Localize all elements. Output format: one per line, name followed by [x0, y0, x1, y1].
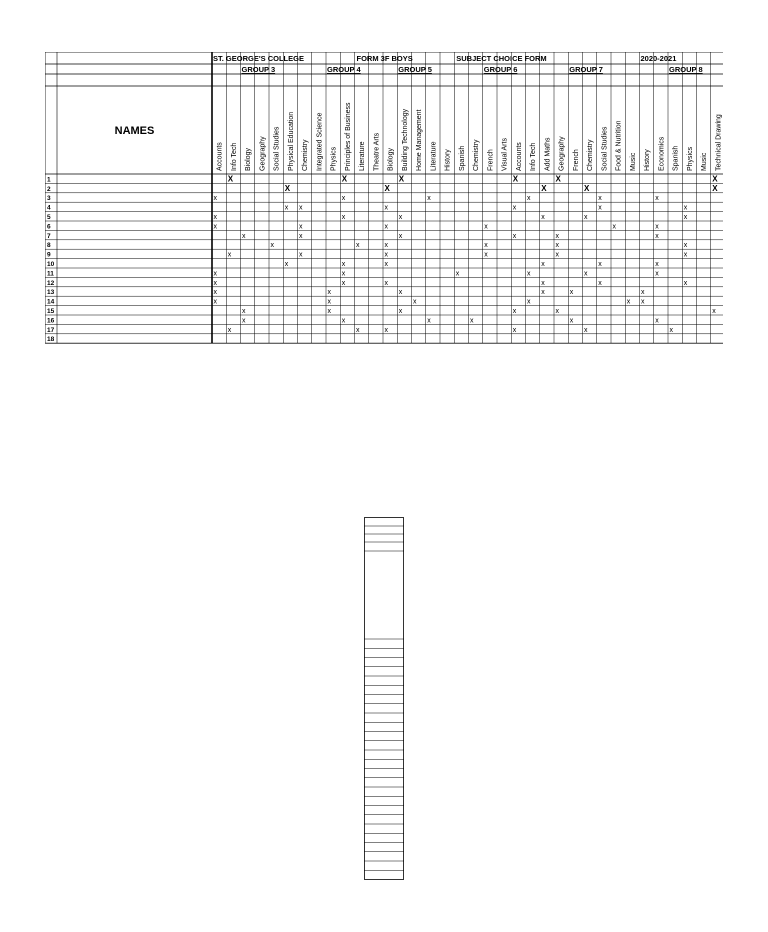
choice-mark: x — [384, 242, 388, 250]
choice-mark: x — [527, 270, 531, 278]
strip-border — [365, 518, 404, 880]
choice-mark: x — [356, 326, 360, 334]
subject-header: Technical Drawing — [715, 114, 723, 171]
subject-header: History — [444, 149, 452, 171]
choice-mark: x — [683, 242, 688, 250]
choice-mark: x — [484, 251, 488, 259]
subject-header: Food & Nutrition — [615, 120, 623, 171]
choice-mark: x — [541, 279, 545, 287]
row-number: 11 — [47, 270, 54, 278]
choice-mark: X — [584, 183, 590, 193]
choice-mark: x — [427, 195, 431, 203]
choice-mark: x — [669, 326, 673, 334]
choice-mark: x — [384, 251, 388, 259]
row-number: 14 — [47, 298, 55, 306]
subject-choice-grid — [45, 52, 723, 414]
choice-mark: x — [470, 317, 474, 325]
subject-header: Chemistry — [587, 139, 595, 171]
choice-mark: x — [455, 270, 460, 278]
college-name: ST. GEORGE'S COLLEGE — [213, 54, 304, 63]
subject-header: Info Tech — [530, 142, 538, 171]
group-label: GROUP 5 — [398, 65, 432, 74]
choice-mark: x — [299, 223, 303, 231]
choice-mark: X — [712, 183, 718, 193]
subject-header: Spanish — [458, 145, 466, 171]
choice-mark: x — [242, 232, 246, 240]
subject-header: French — [487, 149, 495, 171]
subject-header: French — [572, 149, 580, 171]
row-number: 15 — [47, 308, 55, 315]
choice-mark: x — [341, 261, 346, 268]
choice-mark: x — [484, 223, 488, 231]
subject-header: Social Studies — [273, 126, 281, 171]
empty-column-grid — [364, 517, 406, 881]
row-number: 9 — [47, 251, 51, 259]
row-number: 18 — [47, 336, 55, 344]
row-number: 2 — [47, 185, 51, 193]
choice-mark: x — [655, 223, 659, 231]
subject-header: Music — [629, 152, 637, 171]
choice-mark: x — [612, 223, 616, 231]
empty-column-strip — [364, 517, 406, 886]
choice-mark: x — [569, 317, 574, 325]
choice-mark: x — [299, 204, 303, 212]
row-number: 12 — [47, 279, 55, 287]
choice-mark: x — [598, 204, 602, 212]
choice-mark: x — [227, 251, 232, 259]
choice-mark: x — [341, 195, 346, 203]
subject-header: Integrated Science — [316, 112, 324, 171]
choice-mark: x — [512, 232, 517, 240]
choice-mark: x — [641, 298, 645, 306]
choice-mark: x — [413, 298, 417, 306]
choice-mark: x — [598, 279, 602, 287]
choice-mark: x — [712, 308, 716, 315]
group-label: GROUP 4 — [327, 65, 361, 74]
choice-mark: x — [655, 232, 659, 240]
choice-mark: x — [398, 289, 403, 297]
choice-mark: x — [427, 317, 431, 325]
choice-mark: x — [512, 308, 517, 315]
choice-mark: x — [641, 289, 645, 297]
names-header: NAMES — [114, 125, 155, 137]
group-label: GROUP 6 — [483, 65, 518, 74]
subject-header: Spanish — [672, 145, 680, 171]
choice-mark: x — [299, 232, 303, 240]
choice-mark: x — [384, 279, 388, 287]
choice-mark: x — [227, 326, 232, 334]
choice-mark: X — [384, 183, 390, 193]
row-number: 16 — [47, 317, 55, 325]
choice-mark: x — [655, 261, 659, 268]
subject-header: Literature — [359, 141, 367, 171]
subject-header: Chemistry — [473, 139, 481, 171]
row-number: 8 — [47, 242, 51, 250]
choice-mark: x — [213, 279, 217, 287]
subject-header: Music — [701, 152, 709, 171]
row-number: 13 — [47, 289, 55, 297]
subject-header: Add Maths — [544, 137, 552, 171]
choice-mark: x — [512, 326, 517, 334]
choice-mark: x — [284, 261, 289, 268]
row-number: 6 — [47, 223, 51, 231]
choice-mark: X — [712, 174, 718, 184]
choice-mark: x — [512, 204, 517, 212]
choice-mark: x — [384, 261, 388, 268]
row-number: 1 — [47, 176, 51, 184]
subject-header: Accounts — [515, 142, 523, 171]
choice-mark: x — [213, 214, 217, 221]
choice-mark: x — [569, 289, 574, 297]
choice-mark: x — [341, 317, 346, 325]
choice-mark: x — [299, 251, 303, 259]
choice-mark: X — [512, 174, 519, 184]
choice-mark: x — [555, 232, 559, 240]
form-title: SUBJECT CHOICE FORM — [456, 54, 547, 63]
subject-header: Chemistry — [302, 139, 310, 171]
subject-header: History — [644, 149, 652, 171]
table-border — [45, 52, 723, 343]
choice-mark: x — [555, 242, 559, 250]
choice-mark: X — [555, 174, 561, 184]
subject-header: Physics — [330, 146, 338, 171]
subject-header: Literature — [430, 141, 438, 171]
subject-header: Info Tech — [230, 142, 238, 171]
subject-header: Economics — [658, 136, 666, 171]
row-number: 3 — [47, 195, 51, 203]
choice-mark: x — [242, 308, 246, 315]
choice-mark: x — [541, 261, 545, 268]
choice-mark: x — [341, 279, 346, 287]
row-number: 4 — [47, 204, 51, 212]
choice-mark: x — [398, 214, 403, 221]
choice-mark: x — [527, 298, 531, 306]
choice-mark: x — [242, 317, 246, 325]
choice-mark: x — [527, 195, 531, 203]
choice-mark: x — [598, 261, 602, 268]
subject-header: Physics — [686, 146, 694, 171]
subject-choice-sheet — [45, 52, 723, 414]
choice-mark: x — [555, 251, 559, 259]
choice-mark: x — [584, 214, 588, 221]
subject-header: Accounts — [216, 142, 224, 171]
choice-mark: x — [213, 270, 217, 278]
choice-mark: x — [327, 298, 331, 306]
choice-mark: x — [655, 317, 659, 325]
choice-mark: X — [341, 174, 348, 184]
choice-mark: x — [541, 214, 545, 221]
subject-header: Biology — [245, 148, 253, 171]
choice-mark: x — [683, 279, 688, 287]
choice-mark: x — [213, 223, 217, 231]
group-label: GROUP 7 — [569, 65, 603, 74]
choice-mark: x — [356, 242, 360, 250]
choice-mark: X — [227, 174, 234, 184]
choice-mark: x — [555, 308, 559, 315]
subject-header: Principles of Business — [344, 102, 352, 171]
subject-header: Building Technology — [401, 108, 409, 171]
choice-mark: x — [584, 270, 588, 278]
choice-mark: X — [284, 183, 291, 193]
group-label: GROUP 8 — [669, 65, 703, 74]
school-year: 2020-2021 — [640, 54, 677, 63]
choice-mark: x — [598, 195, 602, 203]
subject-header: Theatre Arts — [373, 132, 381, 171]
choice-mark: x — [327, 308, 331, 315]
choice-mark: x — [655, 270, 659, 278]
choice-mark: x — [584, 326, 588, 334]
choice-mark: x — [213, 195, 217, 203]
choice-mark: x — [341, 270, 346, 278]
choice-mark: x — [384, 223, 388, 231]
choice-mark: x — [683, 251, 688, 259]
choice-mark: x — [284, 204, 289, 212]
choice-mark: x — [270, 242, 274, 250]
subject-header: Physical Education — [287, 111, 295, 171]
choice-mark: x — [384, 326, 388, 334]
choice-mark: x — [655, 195, 659, 203]
choice-mark: x — [398, 308, 403, 315]
subject-header: Geography — [558, 136, 566, 171]
form-label: FORM 3F BOYS — [356, 54, 413, 63]
row-number: 5 — [47, 214, 51, 221]
choice-mark: x — [327, 289, 331, 297]
choice-mark: x — [626, 298, 631, 306]
choice-mark: x — [484, 242, 488, 250]
group-label: GROUP 3 — [241, 65, 276, 74]
subject-header: Geography — [259, 136, 267, 171]
subject-header: Visual Arts — [501, 138, 509, 171]
subject-header: Biology — [387, 148, 395, 171]
row-number: 10 — [47, 261, 55, 268]
choice-mark: x — [683, 204, 688, 212]
choice-mark: x — [341, 214, 346, 221]
choice-mark: x — [213, 289, 217, 297]
row-number: 7 — [47, 232, 51, 240]
choice-mark: X — [398, 174, 405, 184]
subject-header: Social Studies — [601, 126, 609, 171]
choice-mark: x — [683, 214, 688, 221]
choice-mark: X — [541, 183, 547, 193]
subject-header: Home Management — [416, 109, 424, 171]
choice-mark: x — [384, 204, 388, 212]
row-number: 17 — [47, 326, 55, 334]
choice-mark: x — [541, 289, 545, 297]
choice-mark: x — [213, 298, 217, 306]
choice-mark: x — [398, 232, 403, 240]
